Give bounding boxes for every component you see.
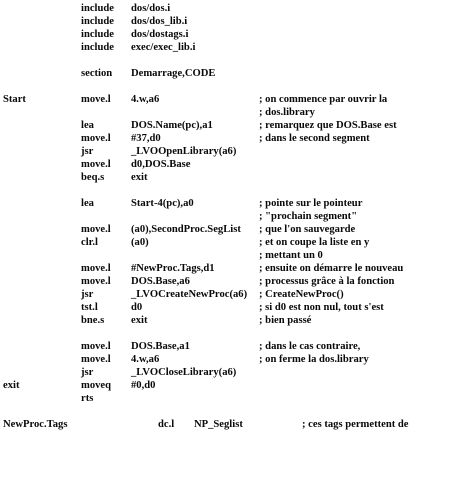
line-operand: _LVOCreateNewProc(a6) <box>131 289 248 300</box>
line-comment: ; on commence par ouvrir la <box>259 94 388 105</box>
code-line <box>0 379 450 392</box>
code-line <box>0 210 450 223</box>
code-line <box>0 132 450 145</box>
code-line <box>0 93 450 106</box>
line-operand: Demarrage,CODE <box>131 68 216 79</box>
line-opcode: tst.l <box>81 302 98 313</box>
line-opcode: move.l <box>81 276 111 287</box>
line-opcode: include <box>81 29 114 40</box>
line-opcode: include <box>81 42 114 53</box>
line-opcode: include <box>81 16 114 27</box>
line-comment: ; dos.library <box>259 107 315 118</box>
line-operand: exit <box>131 315 148 326</box>
line-opcode: move.l <box>81 94 111 105</box>
line-opcode: dc.l <box>158 419 175 430</box>
line-comment: ; bien passé <box>259 315 312 326</box>
line-operand: 4.w,a6 <box>131 94 160 105</box>
line-operand: dos/dostags.i <box>131 29 189 40</box>
line-opcode: jsr <box>81 367 94 378</box>
line-operand: dos/dos_lib.i <box>131 16 188 27</box>
line-comment: ; mettant un 0 <box>259 250 323 261</box>
line-comment: ; que l'on sauvegarde <box>259 224 356 235</box>
code-line <box>0 2 450 15</box>
line-opcode: lea <box>81 198 94 209</box>
line-operand: exec/exec_lib.i <box>131 42 196 53</box>
code-line <box>0 119 450 132</box>
code-line <box>0 171 450 184</box>
line-label: NewProc.Tags <box>3 419 68 430</box>
line-operand: (a0),SecondProc.SegList <box>131 224 241 235</box>
line-operand: DOS.Base,a1 <box>131 341 190 352</box>
line-operand: #0,d0 <box>131 380 156 391</box>
line-operand: NP_Seglist <box>194 419 243 430</box>
line-opcode: jsr <box>81 289 94 300</box>
line-opcode: move.l <box>81 224 111 235</box>
line-comment: ; ces tags permettent de <box>302 419 409 430</box>
code-line <box>0 353 450 366</box>
line-operand: (a0) <box>131 237 149 248</box>
line-opcode: move.l <box>81 263 111 274</box>
line-opcode: move.l <box>81 354 111 365</box>
line-opcode: move.l <box>81 341 111 352</box>
line-label: exit <box>3 380 20 391</box>
line-operand: _LVOCloseLibrary(a6) <box>131 367 237 378</box>
code-line <box>0 197 450 210</box>
line-opcode: moveq <box>81 380 112 391</box>
line-comment: ; si d0 est non nul, tout s'est <box>259 302 384 313</box>
line-opcode: jsr <box>81 146 94 157</box>
code-line <box>0 158 450 171</box>
code-line <box>0 145 450 158</box>
line-comment: ; on ferme la dos.library <box>259 354 369 365</box>
line-operand: d0,DOS.Base <box>131 159 191 170</box>
line-operand: #NewProc.Tags,d1 <box>131 263 215 274</box>
line-operand: Start-4(pc),a0 <box>131 198 194 209</box>
line-operand: _LVOOpenLibrary(a6) <box>131 146 237 157</box>
line-opcode: bne.s <box>81 315 105 326</box>
line-comment: ; et on coupe la liste en y <box>259 237 370 248</box>
line-opcode: beq.s <box>81 172 105 183</box>
line-comment: ; processus grâce à la fonction <box>259 276 395 287</box>
line-operand: DOS.Base,a6 <box>131 276 190 287</box>
line-comment: ; "prochain segment" <box>259 211 358 222</box>
code-line <box>0 275 450 288</box>
line-operand: 4.w,a6 <box>131 354 160 365</box>
code-line <box>0 418 450 431</box>
code-line <box>0 15 450 28</box>
line-comment: ; dans le second segment <box>259 133 370 144</box>
code-line <box>0 106 450 119</box>
line-comment: ; ensuite on démarre le nouveau <box>259 263 404 274</box>
code-line <box>0 236 450 249</box>
code-line <box>0 67 450 80</box>
code-line <box>0 28 450 41</box>
line-operand: exit <box>131 172 148 183</box>
code-line <box>0 249 450 262</box>
line-comment: ; CreateNewProc() <box>259 289 344 300</box>
code-line <box>0 314 450 327</box>
line-comment: ; dans le cas contraire, <box>259 341 361 352</box>
line-label: Start <box>3 94 26 105</box>
line-operand: #37,d0 <box>131 133 161 144</box>
line-comment: ; pointe sur le pointeur <box>259 198 363 209</box>
line-opcode: lea <box>81 120 94 131</box>
line-opcode: clr.l <box>81 237 98 248</box>
code-line <box>0 392 450 405</box>
line-opcode: section <box>81 68 113 79</box>
line-operand: DOS.Name(pc),a1 <box>131 120 213 131</box>
line-operand: d0 <box>131 302 143 313</box>
code-line <box>0 366 450 379</box>
code-line <box>0 41 450 54</box>
line-opcode: move.l <box>81 133 111 144</box>
line-opcode: include <box>81 3 114 14</box>
code-line <box>0 301 450 314</box>
code-line <box>0 262 450 275</box>
line-opcode: rts <box>81 393 94 404</box>
code-line <box>0 288 450 301</box>
line-operand: dos/dos.i <box>131 3 171 14</box>
line-comment: ; remarquez que DOS.Base est <box>259 120 397 131</box>
line-opcode: move.l <box>81 159 111 170</box>
code-line <box>0 223 450 236</box>
code-line <box>0 340 450 353</box>
